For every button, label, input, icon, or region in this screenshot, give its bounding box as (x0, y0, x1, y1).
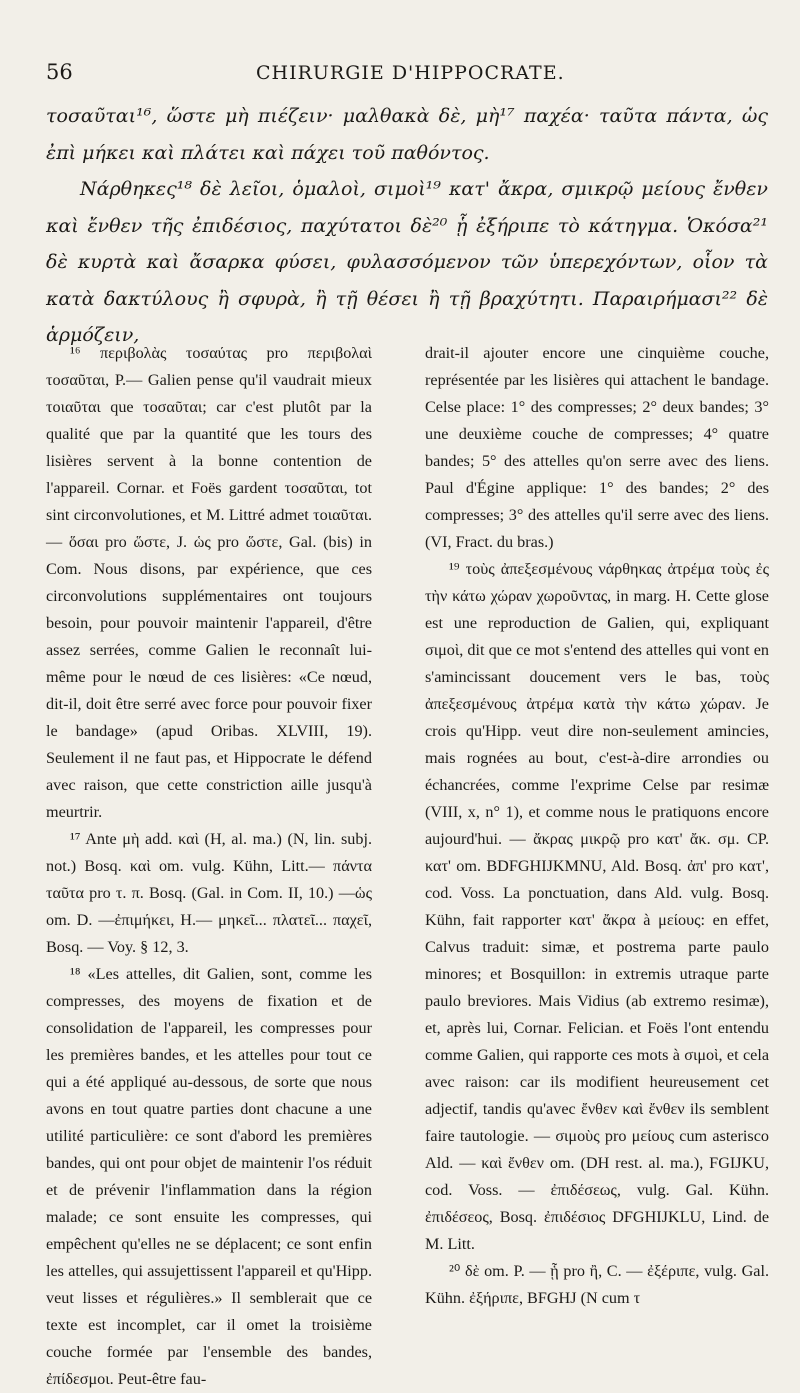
running-head: CHIRURGIE D'HIPPOCRATE. (256, 62, 565, 84)
footnote-19: ¹⁹ τοὺς ἀπεξεσμένους νάρθηκας ἀτρέμα τοὺς ἐς τὴν κάτω χώραν χωροῦντας, in marg. H. Cette glose est une reproduction de Galien, qui, expliquant σιμοὶ, dit que ce mot s'entend des attelles qui vont en s'amincissant doucement vers le bas, τοὺς ἀπεξεσμένους ἀτρέμα κατὰ τὴν κάτω χώραν. Je crois qu'Hipp. veut dire non-seulement amincies, mais rognées au bout, c'est-à-dire arrondies ou échancrées, comme l'exprime Celse par resimæ (VIII, x, n° 1), et comme nous le pratiquons encore aujourd'hui. — ἄκρας μικρῷ pro κατ' ἄκ. σμ. CP. κατ' om. BDFGHIJKMNU, Ald. Bosq. ἀπ' pro κατ', cod. Voss. La ponctuation, dans Ald. vulg. Bosq. Kühn, fait rapporter κατ' ἄκρα à μείους: en effet, Calvus traduit: simæ, et postrema parte paulo minores; et Bosquillon: in extremis utraque parte paulo breviores. Mais Vidius (ab extremo resimæ), et, après lui, Cornar. Felician. et Foës l'ont entendu comme Galien, qui rapporte ces mots à σιμοὶ, et cela avec raison: car ils modifient heureusement cet adjectif, tandis qu'avec ἔνθεν καὶ ἔνθεν ils semblent faire tautologie. — σιμοὺς pro μείους cum asterisco Ald. — καὶ ἔνθεν om. (DH rest. al. ma.), FGIJKU, cod. Voss. — ἐπιδέσεως, vulg. Gal. Kühn. ἐπιδέσεος, Bosq. ἐπιδέσιος DFGHIJKLU, Lind. de M. Litt. (425, 560, 769, 1253)
footnote-17: ¹⁷ Ante μὴ add. καὶ (H, al. ma.) (N, lin. subj. not.) Bosq. καὶ om. vulg. Kühn, Litt.— πάντα ταῦτα pro τ. π. Bosq. (Gal. in Com. II, 10.) —ὡς om. D. —ἐπιμήκει, H.— μηκεῖ... πλατεῖ... παχεῖ, Bosq. — Voy. § 12, 3. (46, 830, 372, 956)
main-paragraph-2: Νάρθηκες¹⁸ δὲ λεῖοι, ὁμαλοὶ, σιμοὶ¹⁹ κατ' ἄκρα, σμικρῷ μείους ἔνθεν καὶ ἔνθεν τῆς ἐπιδέσιος, παχύτατοι δὲ²⁰ ᾗ ἐξήριπε τὸ κάτηγμα. Ὁκόσα²¹ δὲ κυρτὰ καὶ ἄσαρκα φύσει, φυλασσόμενον τῶν ὑπερεχόντων, οἷον τὰ κατὰ δακτύλους ἢ σφυρὰ, ἢ τῇ θέσει ἢ τῇ βραχύτητι. Παραιρήμασι²² δὲ ἁρμόζειν, (46, 178, 768, 346)
footnote-18: ¹⁸ «Les attelles, dit Galien, sont, comme les compresses, des moyens de fixation et de consolidation de l'appareil, les compresses pour les premières bandes, et les attelles pour tout ce qui a été appliqué au-dessous, de sorte que nous avons en tout quatre parties dont chacune a une utilité particulière: ce sont d'abord les premières bandes, qui ont pour objet de maintenir l'os réduit et de prévenir l'inflammation dans la région malade; ce sont ensuite les compresses, qui empêchent qu'elles ne se déplacent; ce sont enfin les attelles, qui assujettissent l'appareil et qu'Hipp. veut lisses et régulières.» Il semblerait que ce texte est incomplet, car il omet la troisième couche formée par l'ensemble des bandes, ἐπίδεσμοι. Peut-être fau- (46, 965, 372, 1388)
footnote-20: ²⁰ δὲ om. P. — ᾗ pro ἢ, C. — ἐξέριπε, vulg. Gal. Kühn. ἐξήριπε, BFGHJ (N cum τ (425, 1262, 769, 1307)
page-header (46, 60, 766, 88)
footnotes-left-column (46, 340, 372, 1393)
main-paragraph-1: τοσαῦται¹⁶, ὥστε μὴ πιέζειν· μαλθακὰ δὲ, μὴ¹⁷ παχέα· ταῦτα πάντα, ὡς ἐπὶ μήκει καὶ πλάτει καὶ πάχει τοῦ παθόντος. (46, 105, 768, 164)
greek-main-text (46, 98, 768, 354)
footnote-18-continued: drait-il ajouter encore une cinquième couche, représentée par les lisières qui attachent le bandage. Celse place: 1° des compresses; 2° deux bandes; 3° une deuxième couche de compresses; 4° quatre bandes; 5° des attelles qu'on serre avec des liens. Paul d'Égine applique: 1° des bandes; 2° des compresses; 3° des attelles qu'il serre avec des liens. (VI, Fract. du bras.) (425, 344, 769, 551)
page-number: 56 (46, 60, 73, 84)
footnotes-right-column (425, 340, 769, 1312)
footnote-16: ¹⁶ περιβολὰς τοσαύτας pro περιβολαὶ τοσαῦται, P.— Galien pense qu'il vaudrait mieux τοιαῦται que τοσαῦται; car c'est plutôt par la qualité que par la quantité que les tours des lisières servent à la bonne contention de l'appareil. Cornar. et Foës gardent τοσαῦται, tot sint circonvolutiones, et M. Littré admet τοιαῦται.— ὅσαι pro ὥστε, J. ὡς pro ὥστε, Gal. (bis) in Com. Nous disons, par expérience, que ces circonvolutions supplémentaires ont toujours besoin, pour pouvoir maintenir l'appareil, d'être assez serrées, comme Galien le reconnaît lui-même pour le nœud de ces lisières: «Ce nœud, dit-il, doit être serré avec force pour pouvoir fixer le bandage» (apud Oribas. XLVIII, 19). Seulement il ne faut pas, et Hippocrate le défend avec raison, que cette constriction aille jusqu'à meurtrir. (46, 344, 372, 821)
